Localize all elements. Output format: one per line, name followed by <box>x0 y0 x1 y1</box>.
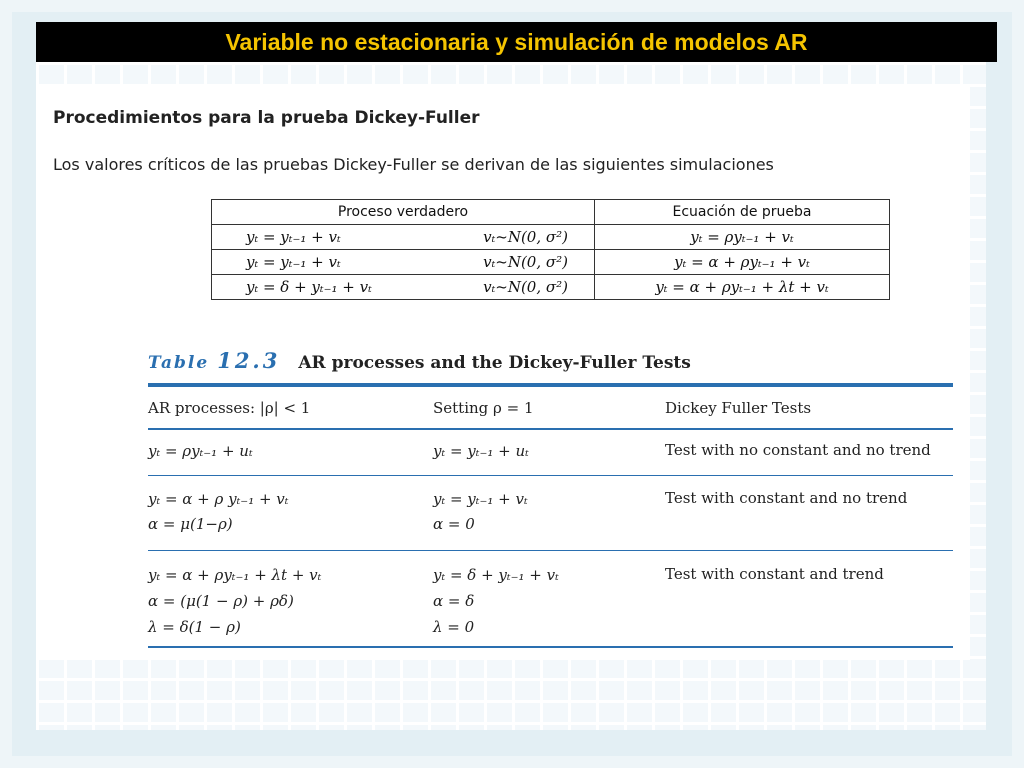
row-rule <box>148 475 953 476</box>
df-test-label: Test with constant and no trend <box>665 489 908 507</box>
test-equation: yₜ = α + ρyₜ₋₁ + λt + vₜ <box>595 275 890 300</box>
table-caption <box>148 348 691 373</box>
header-setting: Setting ρ = 1 <box>433 399 534 417</box>
header-test-equation: Ecuación de prueba <box>595 200 890 225</box>
process-equation: yₜ = yₜ₋₁ + vₜ <box>246 253 341 271</box>
caption-title: AR processes and the Dickey-Fuller Tests <box>298 353 691 373</box>
ar-process-line: α = (μ(1 − ρ) + ρδ) <box>148 592 294 610</box>
simulation-table <box>211 199 890 300</box>
table-row <box>212 275 890 300</box>
section-heading: Procedimientos para la prueba Dickey-Fuller <box>53 108 480 128</box>
setting-line: yₜ = δ + yₜ₋₁ + vₜ <box>433 566 559 584</box>
setting-line: λ = 0 <box>433 618 475 636</box>
error-distribution: vₜ~N(0, σ²) <box>483 253 568 271</box>
ar-process-line: yₜ = ρyₜ₋₁ + uₜ <box>148 442 253 460</box>
caption-label: Table <box>148 353 210 373</box>
process-equation: yₜ = yₜ₋₁ + vₜ <box>246 228 341 246</box>
test-equation: yₜ = α + ρyₜ₋₁ + vₜ <box>595 250 890 275</box>
setting-line: α = δ <box>433 592 475 610</box>
table-top-rule <box>148 383 953 387</box>
table-bottom-rule <box>148 646 953 648</box>
process-cell <box>212 250 595 275</box>
process-cell <box>212 225 595 250</box>
error-distribution: vₜ~N(0, σ²) <box>483 278 568 296</box>
process-equation: yₜ = δ + yₜ₋₁ + vₜ <box>246 278 372 296</box>
header-df-tests: Dickey Fuller Tests <box>665 399 812 417</box>
ar-process-line: α = μ(1−ρ) <box>148 515 233 533</box>
ar-process-line: yₜ = α + ρ yₜ₋₁ + vₜ <box>148 490 289 508</box>
test-equation: yₜ = ρyₜ₋₁ + vₜ <box>595 225 890 250</box>
caption-number: 12.3 <box>217 348 281 373</box>
header-ar-processes: AR processes: |ρ| < 1 <box>148 399 311 417</box>
df-test-label: Test with constant and trend <box>665 565 884 583</box>
title-bar <box>36 22 997 62</box>
table-row <box>212 225 890 250</box>
slide-title: Variable no estacionaria y simulación de modelos AR <box>225 28 808 55</box>
setting-line: yₜ = yₜ₋₁ + vₜ <box>433 490 528 508</box>
table-row <box>212 250 890 275</box>
ar-process-line: λ = δ(1 − ρ) <box>148 618 241 636</box>
error-distribution: vₜ~N(0, σ²) <box>483 228 568 246</box>
process-cell <box>212 275 595 300</box>
header-true-process: Proceso verdadero <box>212 200 595 225</box>
table-header-row <box>212 200 890 225</box>
row-rule <box>148 550 953 551</box>
intro-text: Los valores críticos de las pruebas Dickey-Fuller se derivan de las siguientes simulaciones <box>53 155 774 174</box>
header-rule <box>148 428 953 430</box>
setting-line: yₜ = yₜ₋₁ + uₜ <box>433 442 529 460</box>
ar-process-line: yₜ = α + ρyₜ₋₁ + λt + vₜ <box>148 566 322 584</box>
df-test-label: Test with no constant and no trend <box>665 441 931 459</box>
setting-line: α = 0 <box>433 515 475 533</box>
